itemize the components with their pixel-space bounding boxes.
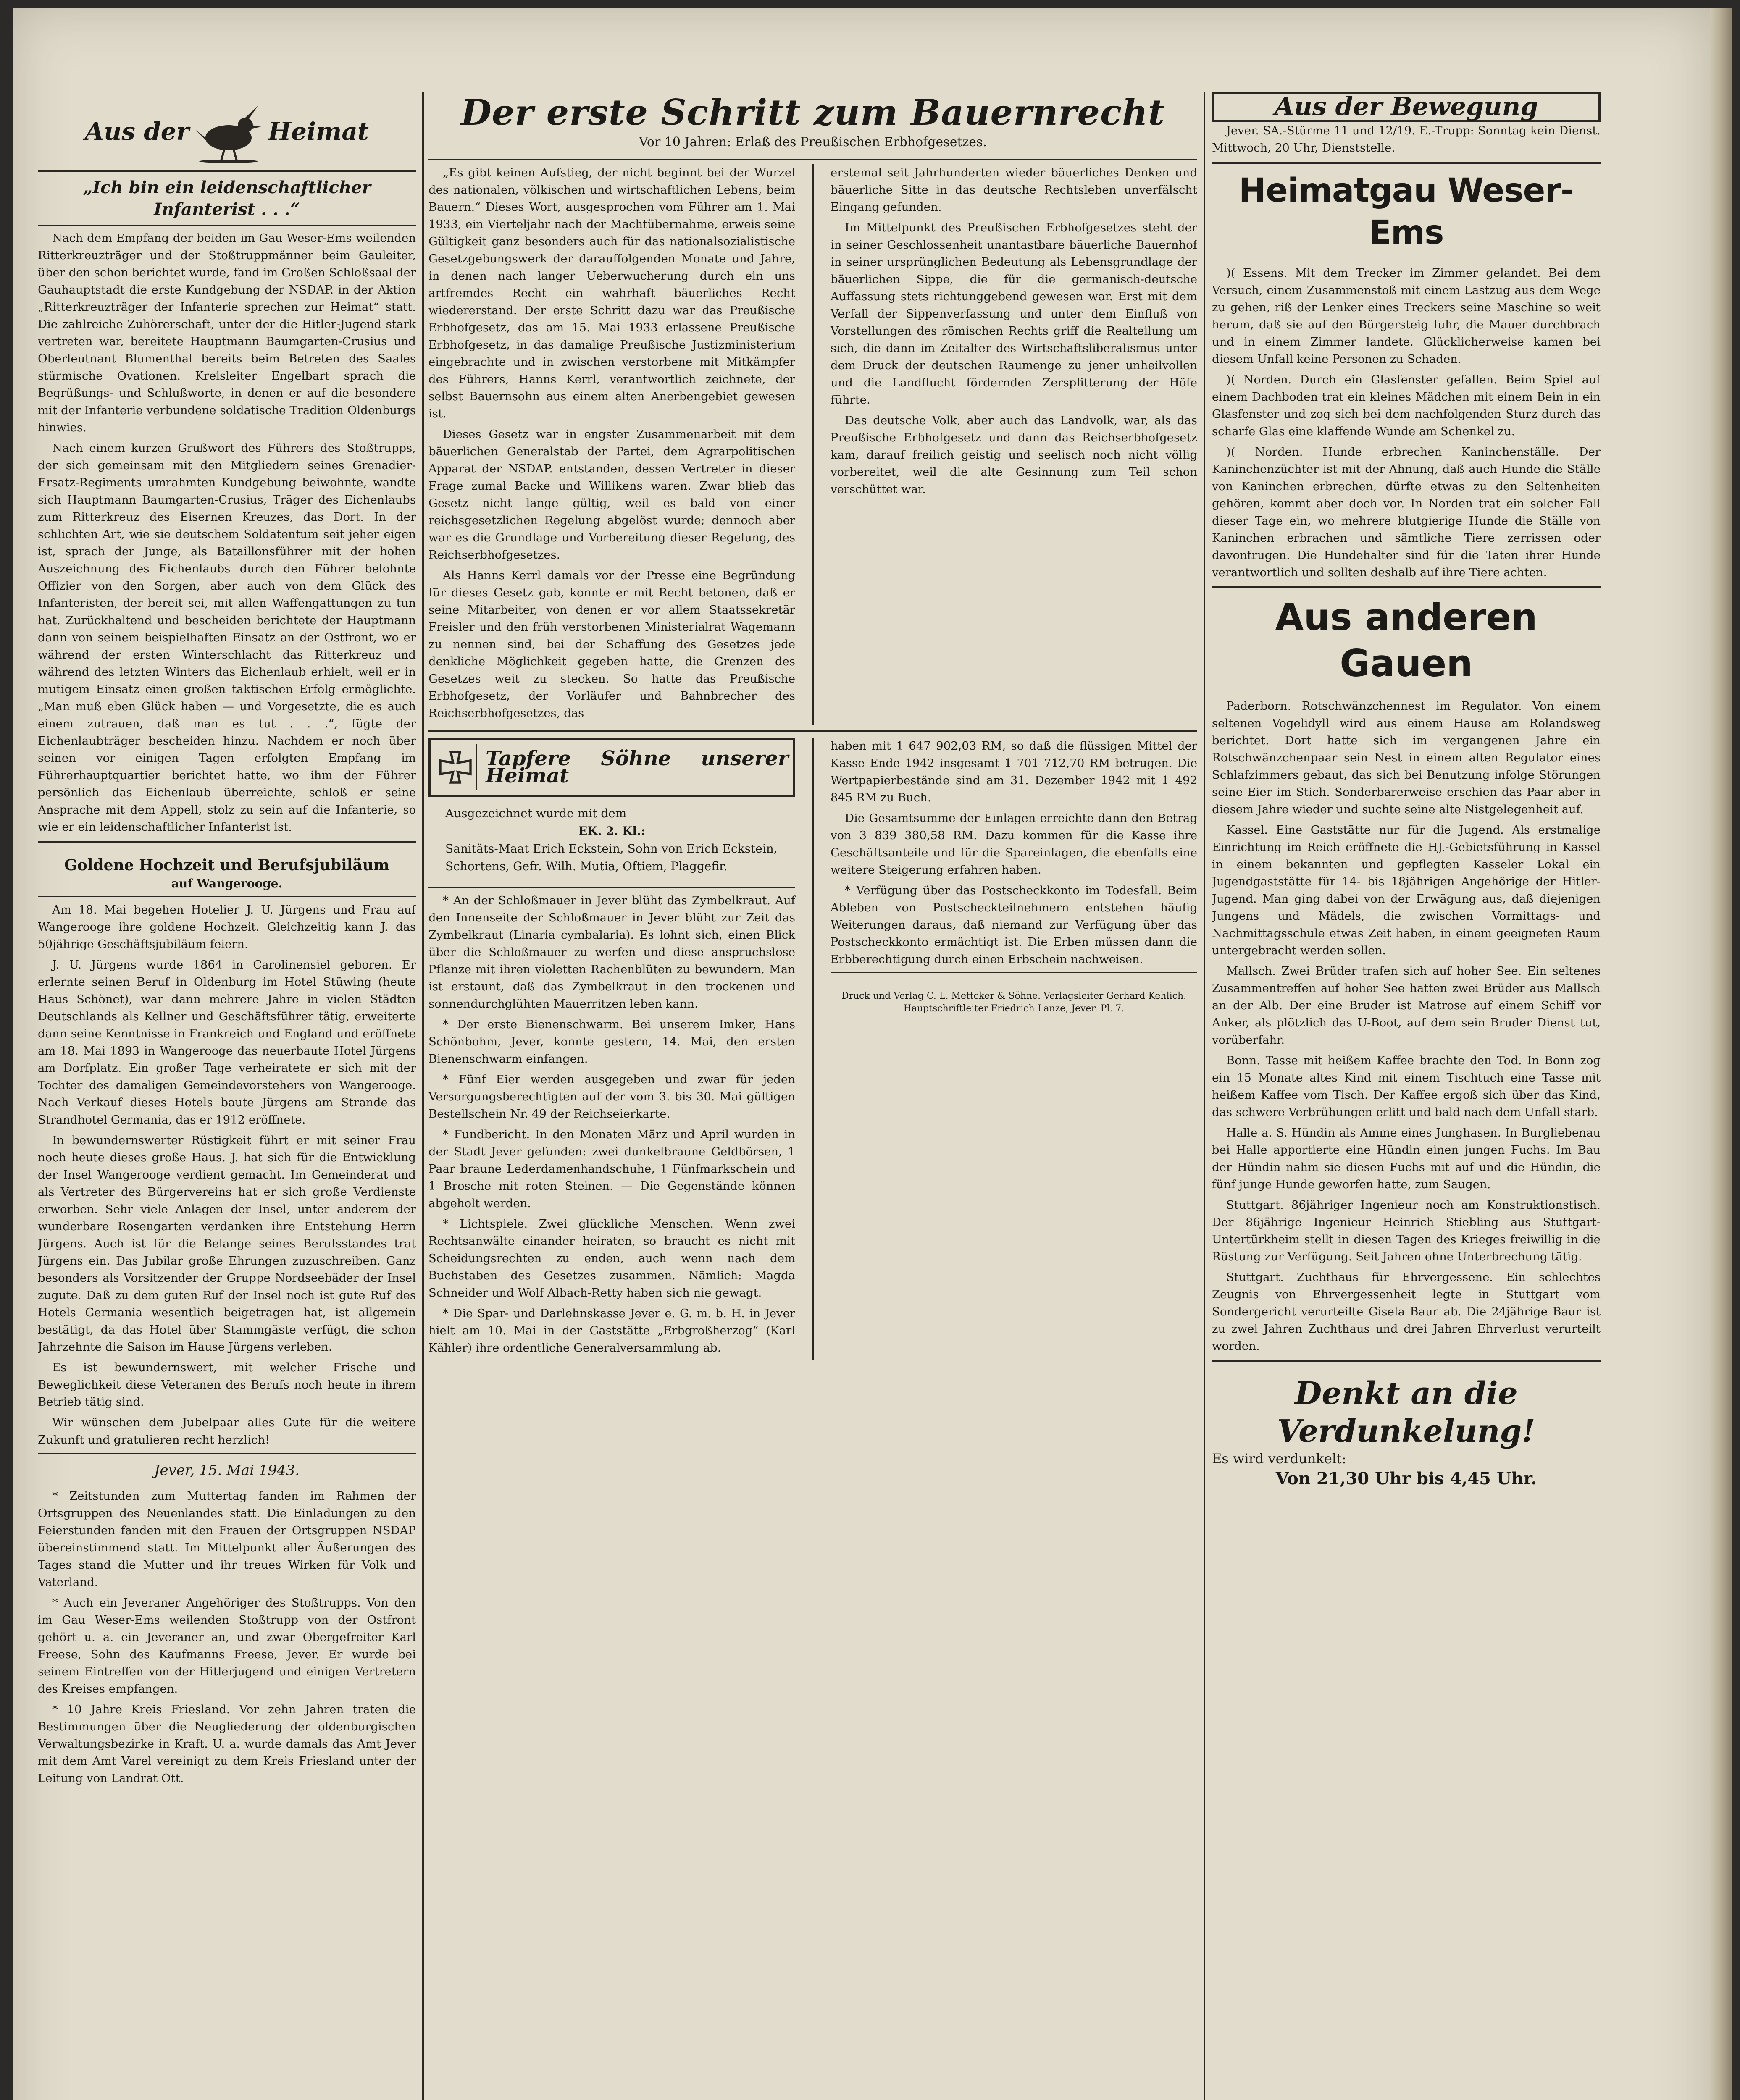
gauen-item: Kassel. Eine Gaststätte nur für die Jugend. Als erstmalige Einrichtung im Reich eröffnete die HJ.-Gebietsführung in Kassel in einem bekannten und gepflegten Kasseler Lokal ein Jugendgaststätte für 14- bis 18jährigen Angehörige der Hitler-Jugend. Man ging dabei von der Erwägung aus, daß diejenigen Jungens und Mädels, die zwischen Vormittags- und Nachmittagsschule etwas Zeit haben, in einem geeigneten Raum untergebracht werden sollen. xyxy=(1212,823,1601,957)
local-notice: * Fünf Eier werden ausgegeben und zwar für jeden Versorgungsberechtigten auf der vom 3. bis 30. Mai gültigen Bestellschein Nr. 49 der Reichseierkarte. xyxy=(428,1073,795,1121)
local-notice: * 10 Jahre Kreis Friesland. Vor zehn Jahren traten die Bestimmungen über die Neugliederung der oldenburgischen Verwaltungsbezirke in Kraft. U. a. wurde damals das Amt Jever mit dem Amt Varel vereinigt zu dem Kreis Friesland unter der Leitung von Landrat Ott. xyxy=(38,1703,416,1785)
gauen-item: Mallsch. Zwei Brüder trafen sich auf hoher See. Ein seltenes Zusammentreffen auf hoher See hatten zwei Brüder aus Mallsch an der Alb. Der eine Bruder ist Matrose auf einem Schiff vor Anker, als plötzlich das U-Boot, auf dem sein Bruder Dienst tut, vorüberfahr. xyxy=(1212,964,1601,1047)
lead-article-right xyxy=(831,164,1197,725)
award-name: EK. 2. Kl.: xyxy=(578,824,646,838)
article-paragraph: In bewundernswerter Rüstigkeit führt er mit seiner Frau noch heute dieses große Haus. J. hat sich für die Entwicklung der Insel Wangerooge verdient gemacht. Im Gemeinderat und als Vertreter des Bürgervereins hat er sich große Verdienste erworben. Sehr viele Anlagen der Insel, unter anderem der wunderbare Rosengarten verdanken ihre Entstehung Herrn Jürgens. Auch ist für die Belange seines Berufsstandes trat Jürgens ein. Das Jubilar große Ehrungen zuzuschreiben. Ganz besonders als Vorsitzender der Gruppe Nordseebäder der Insel zugute. Daß zu dem guten Ruf der Insel noch ist gute Ruf des Hotels Germania wesentlich beigetragen hat, ist allgemein bestätigt, da das Hotel über Stammgäste verfügt, die schon Jahrzehnte die Saison im Hause Jürgens verleben. xyxy=(38,1134,416,1354)
article-paragraph: Im Mittelpunkt des Preußischen Erbhofgesetzes steht der in seiner Geschlossenheit unantastbare bäuerliche Bauernhof in seiner ursprünglichen Bedeutung als Lebensgrundlage der bäuerlichen Sippe, die für die germanisch-deutsche Auffassung stets richtunggebend gewesen war. Erst mit dem Verfall der Sippenverfassung und unter dem Einfluß von Vorstellungen des römischen Rechts griff die Realteilung um sich, die dann im Zeitalter des Wirtschaftsliberalismus unter dem Druck der deutschen Raumenge zu jener unheilvollen und die Landflucht fördernden Zersplitterung der Höfe führte. xyxy=(831,221,1197,407)
gau-item: )( Essens. Mit dem Trecker im Zimmer gelandet. Bei dem Versuch, einem Zusammenstoß mit einem Lastzug aus dem Wege zu gehen, riß der Lenker eines Treckers seine Maschine so weit herum, daß sie auf den Bürgersteig fuhr, die Mauer durchbrach und in einem Zimmer landete. Glücklicherweise kamen bei diesem Unfall keine Personen zu Schaden. xyxy=(1212,266,1601,366)
verdunkelung-time: Von 21,30 Uhr bis 4,45 Uhr. xyxy=(1275,1469,1537,1488)
local-notice: * An der Schloßmauer in Jever blüht das Zymbelkraut. Auf den Innenseite der Schloßmauer in Jever blüht zur Zeit das Zymbelkraut (Linaria cymbalaria). Es lohnt sich, einen Blick über die Schloßmauer zu werfen und diese anspruchslose Pflanze mit ihren violetten Rachenblüten zu bewundern. Man ist erstaunt, daß das Zymbelkraut in den trockenen und sonnendurchglühten Mauerritzen leben kann. xyxy=(428,894,795,1011)
divider xyxy=(38,225,416,226)
local-notice: * Fundbericht. In den Monaten März und April wurden in der Stadt Jever gefunden: zwei dunkelbraune Geldbörsen, 1 Paar braune Lederdamenhandschuhe, 1 Fünfmarkschein und 1 Brosche mit roten Steinen. — Die Gegenstände können abgeholt werden. xyxy=(428,1128,795,1210)
article-paragraph: „Es gibt keinen Aufstieg, der nicht beginnt bei der Wurzel des nationalen, völkischen und wirtschaftlichen Lebens, beim Bauern.“ Dieses Wort, ausgesprochen vom Führer am 1. Mai 1933, ein Vierteljahr nach der Machtübernahme, erweis seine Gültigkeit ganz besonders auch für das nationalsozialistische Gesetzgebungswerk der darauffolgenden Monate und Jahre, in denen nach langer Ueberwucherung durch ein uns artfremdes Recht ein wahrhaft bäuerliches Recht wiedererstand. Der erste Schritt dazu war das Preußische Erbhofgesetz, das am 15. Mai 1933 erlassene Preußische Erbhofgesetz, in das damalige Preußische Justizministerium eingebrachte und in zwischen verstorbene mit Mitkämpfer des Führers, Hanns Kerrl, verantwortlich zeichnete, der selbst Bauernsohn aus einem alten Anerbengebiet gewesen ist. xyxy=(428,166,795,420)
gauen-item: Stuttgart. 86jähriger Ingenieur noch am Konstruktionstisch. Der 86jährige Ingenieur Heinrich Stiebling aus Stuttgart-Untertürkheim stellt in diesen Tagen des Krieges freiwillig in die Rüstung zur Verfügung. Seit Jahren ohne Unterbrechung tätig. xyxy=(1212,1198,1601,1263)
article-paragraph: J. U. Jürgens wurde 1864 in Carolinensiel geboren. Er erlernte seinen Beruf in Oldenburg im Hotel Stüwing (heute Haus Schönet), war dann mehrere Jahre in vielen Städten Deutschlands als Kellner und Geschäftsführer tätig, erweiterte dann seine Kenntnisse in Frankreich und England und eröffnete am 18. Mai 1893 in Wangerooge das neuerbaute Hotel Jürgens am Dorfplatz. Ein großer Tage verheiratete er sich mit der Tochter des damaligen Gemeindevorstehers von Wangerooge. Nach Verkauf dieses Hotels baute Jürgens am Strande das Strandhotel Germania, das er 1912 eröffnete. xyxy=(38,958,416,1126)
local-notice: * Die Spar- und Darlehnskasse Jever e. G. m. b. H. in Jever hielt am 10. Mai in der Gaststätte „Erbgroßherzog“ (Karl Kähler) ihre ordentliche Generalversammlung ab. xyxy=(428,1307,795,1354)
article-paragraph: Das deutsche Volk, aber auch das Landvolk, war, als das Preußische Erbhofgesetz und dann das Reichserbhofgesetz kam, darauf freilich geistig und seelisch noch nicht völlig vorbereitet, weil die alte Gesinnung zum Teil schon verschüttet war. xyxy=(831,414,1197,496)
award-list xyxy=(428,797,795,883)
main-subheadline: Vor 10 Jahren: Erlaß des Preußischen Erbhofgesetzes. xyxy=(639,135,987,150)
local-notice: * Zeitstunden zum Muttertag fanden im Rahmen der Ortsgruppen des Neuenlandes statt. Die Einladungen zu den Feierstunden fanden mit den Frauen der Ortsgruppen NSDAP übereinstimmend statt. Im Mittelpunkt aller Äußerungen des Tages stand die Mutter und ihr treues Wirken für Volk und Vaterland. xyxy=(38,1489,416,1589)
divider xyxy=(38,1453,416,1454)
divider xyxy=(428,887,795,888)
main-headline: Der erste Schritt zum Bauernrecht xyxy=(460,92,1165,133)
lower-center-right xyxy=(831,738,1197,1360)
column-right xyxy=(1212,92,1601,2100)
heimatgau-title: Heimatgau Weser-Ems xyxy=(1238,172,1574,252)
article-paragraph: Es ist bewundernswert, mit welcher Frische und Beweglichkeit diese Veteranen des Berufs noch heute in ihrem Betrieb tätig sind. xyxy=(38,1361,416,1409)
article-paragraph: haben mit 1 647 902,03 RM, so daß die flüssigen Mittel der Kasse Ende 1942 insgesamt 1 701 712,70 RM betrugen. Die Wertpapierbestände sind am 31. Dezember 1942 mit 1 492 845 RM zu Buch. xyxy=(831,739,1197,804)
gauen-item: Bonn. Tasse mit heißem Kaffee brachte den Tod. In Bonn zog ein 15 Monate altes Kind mit einem Tischtuch eine Tasse mit heißem Kaffee vom Tisch. Der Kaffee ergoß sich über das Kind, das schwere Verbrühungen erlitt und bald nach dem Unfall starb. xyxy=(1212,1054,1601,1119)
column-rule xyxy=(812,164,814,725)
masthead-left-text: Aus der xyxy=(85,117,189,146)
bewegung-text: Jever. SA.-Stürme 11 und 12/19. E.-Trupp: Sonntag kein Dienst. Mittwoch, 20 Uhr, Dienststelle. xyxy=(1212,124,1601,155)
divider xyxy=(38,896,416,897)
award-intro: Ausgezeichnet wurde mit dem xyxy=(445,806,627,820)
article-hochzeit-subtitle: auf Wangerooge. xyxy=(171,877,283,890)
article-infanterist-title: „Ich bin ein leidenschaftlicher Infanterist . . .“ xyxy=(83,178,371,219)
divider xyxy=(428,159,1197,160)
local-notice: * Verfügung über das Postscheckkonto im Todesfall. Beim Ableben von Postscheckteilnehmern entstehen häufig Weiterungen daraus, daß niemand zur Verfügung über das Postscheckkonto ermächtigt ist. Die Erben müssen dann die Erbberechtigung durch einen Erbschein nachweisen. xyxy=(831,884,1197,966)
divider xyxy=(1212,586,1601,588)
dateline: Jever, 15. Mai 1943. xyxy=(154,1462,300,1479)
article-paragraph: Nach einem kurzen Grußwort des Führers des Stoßtrupps, der sich gemeinsam mit den Mitgliedern seines Grenadier-Ersatz-Regiments umrahmten Kundgebung beiwohnte, wandte sich Hauptmann Baumgarten-Crusius, Träger des Eichenlaubs zum Ritterkreuz des Eisernen Kreuzes, das Dort. In der schlichten Art, wie sie deutschem Soldatentum seit jeher eigen ist, sprach der Junge, als Bataillonsführer mit der hohen Auszeichnung des Eichenlaubs durch den Führer belohnte Offizier von den Sorgen, aber auch von dem Glück des Infanteristen, der bereit sei, mit allen Waffengattungen zu tun hat. Zurückhaltend und bescheiden berichtete der Hauptmann dann von seinem beispielhaften Einsatz an der Ostfront, wo er während der ersten Winterschlacht das Ritterkreuz und während des letzten Winters das Eichenlaub erhielt, weil er in mutigem Einsatz einen großen taktischen Erfolg ermöglichte. „Man muß eben Glück haben — und Vorgesetzte, die es auch einem zutrauen, daß man es tut . . .“, fügte der Eichenlaubträger bescheiden hinzu. Nachdem er noch über seinen vor einigen Tagen erfolgten Empfang im Führerhauptquartier berichtet hatte, wo ihm der Führer persönlich das Eichenlaub überreichte, schloß er seine Ansprache mit dem Appell, stolz zu sein auf die Infanterie, so wie er ein leidenschaftlicher Infanterist ist. xyxy=(38,441,416,834)
local-notice: * Der erste Bienenschwarm. Bei unserem Imker, Hans Schönbohm, Jever, konnte gestern, 14. Mai, den ersten Bienenschwarm einfangen. xyxy=(428,1018,795,1066)
divider xyxy=(1212,162,1601,164)
gau-item: )( Norden. Durch ein Glasfenster gefallen. Beim Spiel auf einem Dachboden trat ein kleines Mädchen mit einem Bein in ein Glasfenster und zog sich bei dem nachfolgenden Sturz durch das scharfe Glas eine klaffende Wunde am Schenkel zu. xyxy=(1212,373,1601,438)
tapfere-soehne-title: Tapfere Söhne unserer Heimat xyxy=(485,747,789,788)
article-paragraph: Am 18. Mai begehen Hotelier J. U. Jürgens und Frau auf Wangerooge ihre goldene Hochzeit. Gleichzeitig kann J. das 50jährige Geschäftsjubiläum feiern. xyxy=(38,903,416,951)
lead-article-body xyxy=(428,164,1197,725)
column-center xyxy=(428,92,1197,2100)
divider xyxy=(38,170,416,172)
divider xyxy=(428,730,1197,732)
column-rule xyxy=(1204,92,1205,2100)
lapwing-emblem-icon xyxy=(195,100,262,163)
bewegung-title: Aus der Bewegung xyxy=(1212,92,1601,122)
masthead-right-text: Heimat xyxy=(268,117,369,146)
verdunkelung-subtitle: Es wird verdunkelt: xyxy=(1212,1451,1346,1467)
article-paragraph: Die Gesamtsumme der Einlagen erreichte dann den Betrag von 3 839 380,58 RM. Dazu kommen für die Kasse ihre Geschäftsanteile und für die Spareinlagen, die ebenfalls eine weitere Steigerung erfahren haben. xyxy=(831,811,1197,877)
divider xyxy=(1212,1360,1601,1362)
andere-gauen-title: Aus anderen Gauen xyxy=(1275,596,1538,685)
newspaper-page xyxy=(13,8,1710,2100)
tapfere-soehne-banner xyxy=(428,738,795,797)
heimat-masthead xyxy=(38,100,416,163)
column-rule xyxy=(812,738,814,1360)
local-notice: * Auch ein Jeveraner Angehöriger des Stoßtrupps. Von den im Gau Weser-Ems weilenden Stoßtrupp von der Ostfront gehört u. a. ein Jeveraner an, und zwar Obergefreiter Karl Freese, Sohn des Kaufmanns Freese, Jever. Er wurde bei seinem Eintreffen von der Hitlerjugend und einigen Vertretern des Kreises empfangen. xyxy=(38,1596,416,1696)
article-paragraph: Dieses Gesetz war in engster Zusammenarbeit mit dem bäuerlichen Generalstab der Partei, dem Agrarpolitischen Apparat der NSDAP. entstanden, dessen Vertreter in dieser Frage zumal Backe und Willikens waren. Zwar blieb das Gesetz nicht lange gültig, weil es bald von einer reichsgesetzlichen Regelung abgelöst wurde; dennoch aber war es die Grundlage und Vorbereitung dieser Regelung, des Reichserbhofgesetzes. xyxy=(428,428,795,562)
verdunkelung-title: Denkt an die Verdunkelung! xyxy=(1277,1376,1535,1449)
column-heimat xyxy=(38,92,416,2100)
article-paragraph: Als Hanns Kerrl damals vor der Presse eine Begründung für dieses Gesetz gab, konnte er mit Recht betonen, daß er seine Mitarbeiter, von denen er vor allem Staatssekretär Freisler und den früh verstorbenen Ministerialrat Wagemann zu nennen sind, bei der Schaffung des Gesetzes jede denkliche Möglichkeit gegeben hatte, die Grenzen des Gesetzes weit zu stecken. So hatte das Preußische Erbhofgesetz, der Vorläufer und Bahnbrecher des Reichserbhofgesetzes, das xyxy=(428,569,795,720)
divider xyxy=(38,841,416,843)
gauen-item: Stuttgart. Zuchthaus für Ehrvergessene. Ein schlechtes Zeugnis von Ehrvergessenheit legte in Stuttgart vom Sondergericht verurteilte Gisela Baur ab. Die 24jährige Baur ist zu zwei Jahren Zuchthaus und drei Jahren Ehrverlust verurteilt worden. xyxy=(1212,1270,1601,1353)
lead-article-left xyxy=(428,164,795,725)
page-edge xyxy=(1710,8,1732,2100)
divider xyxy=(831,972,1197,973)
gauen-item: Halle a. S. Hündin als Amme eines Junghasen. In Burgliebenau bei Halle apportierte eine Hündin einen jungen Fuchs. Im Bau der Hündin nahm sie diesen Fuchs mit auf und die Hündin, die fünf junge Hunde geworfen hatte, zum Saugen. xyxy=(1212,1126,1601,1191)
iron-cross-icon xyxy=(435,744,477,790)
article-paragraph: Wir wünschen dem Jubelpaar alles Gute für die weitere Zukunft und gratulieren recht herzlich! xyxy=(38,1416,416,1446)
article-paragraph: Nach dem Empfang der beiden im Gau Weser-Ems weilenden Ritterkreuzträger und der Stoßtruppmänner beim Gauleiter, über den schon berichtet wurde, fand im Großen Schloßsaal der Gauhauptstadt die erste Kundgebung der NSDAP. in der Aktion „Ritterkreuzträger der Infanterie sprechen zur Heimat“ statt. Die zahlreiche Zuhörerschaft, unter der die Hitler-Jugend stark vertreten war, bereitete Hauptmann Baumgarten-Crusius und Oberleutnant Blumenthal bereits beim Betreten des Saales stürmische Ovationen. Kreisleiter Engelbart sprach die Begrüßungs- und Schlußworte, in denen er auf die besondere mit der Infanterie verbundene soldatische Tradition Oldenburgs hinwies. xyxy=(38,231,416,434)
gauen-item: Paderborn. Rotschwänzchennest im Regulator. Von einem seltenen Vogelidyll wird aus einem Hause am Rolandsweg berichtet. Dort hatte sich im vergangenen Jahre ein Rotschwänzchenpaar sein Nest in einem alten Regulator eines Schlafzimmers gebaut, das sich bei Benutzung infolge Störungen seine Eier im Stich. Sonderbarerweise erschien das Paar aber in diesem Jahre wieder und suchte seine alte Nistgelegenheit auf. xyxy=(1212,699,1601,816)
impressum: Druck und Verlag C. L. Mettcker & Söhne. Verlagsleiter Gerhard Kehlich. Hauptschriftleiter Friedrich Lanze, Jever. Pl. 7. xyxy=(841,991,1187,1014)
column-rule xyxy=(422,92,424,2100)
lower-center-left xyxy=(428,738,795,1360)
gau-item: )( Norden. Hunde erbrechen Kaninchenställe. Der Kaninchenzüchter ist mit der Ahnung, daß auch Hunde die Ställe von Kaninchen erbrechen, dürfte etwas zu den Seltenheiten gehören, kommt aber doch vor. In Norden trat ein solcher Fall dieser Tage ein, wo mehrere blutgierige Hunde die Ställe von Kaninchen erbrachen und sämtliche Tiere zerrissen oder davontrugen. Die Hundehalter sind für die Taten ihrer Hunde verantwortlich und sollten deshalb auf ihre Tiere achten. xyxy=(1212,445,1601,579)
article-paragraph: erstemal seit Jahrhunderten wieder bäuerliches Denken und bäuerliche Sitte in das deutsche Rechtsleben unverfälscht Eingang gefunden. xyxy=(831,166,1197,214)
article-hochzeit-title: Goldene Hochzeit und Berufsjubiläum xyxy=(64,856,390,874)
lower-center-body xyxy=(428,738,1197,1360)
local-notice: * Lichtspiele. Zwei glückliche Menschen. Wenn zwei Rechtsanwälte einander heiraten, so braucht es nicht mit Scheidungsrechten zu enden, auch wenn nach dem Buchstaben des Gesetzes zusammen. Nämlich: Magda Schneider und Wolf Albach-Retty haben sich nie gewagt. xyxy=(428,1217,795,1299)
award-recipients: Sanitäts-Maat Erich Eckstein, Sohn von Erich Eckstein, Schortens, Gefr. Wilh. Mutia, Oftiem, Plaggefir. xyxy=(445,842,778,873)
